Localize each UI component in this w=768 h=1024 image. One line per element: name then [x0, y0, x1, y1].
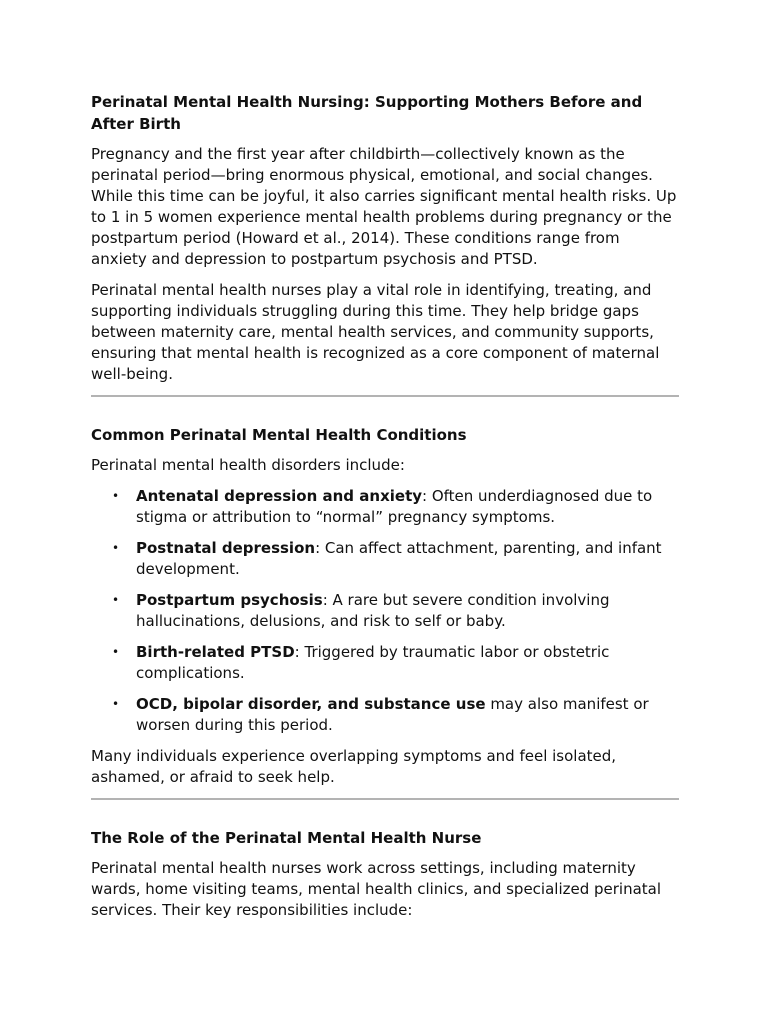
condition-term: Postnatal depression [136, 539, 316, 557]
condition-desc: : Can affect attachment, parenting, and infant development. [136, 539, 662, 578]
intro-paragraph-2: Perinatal mental health nurses play a vital role in identifying, treating, and supporting individuals struggling during this time. They help bridge gaps between maternity care, mental health services, and community supports, ensuring that mental health is recognized as a core component of maternal well-being. [91, 281, 660, 383]
condition-desc: : A rare but severe condition involving hallucinations, delusions, and risk to self or baby. [136, 591, 610, 630]
section-divider [91, 395, 679, 397]
bullet-icon: • [112, 541, 120, 555]
condition-desc: may also manifest or worsen during this period. [136, 695, 649, 734]
condition-desc: : Often underdiagnosed due to stigma or attribution to “normal” pregnancy symptoms. [136, 487, 653, 526]
role-paragraph-1: Perinatal mental health nurses work across settings, including maternity wards, home visiting teams, mental health clinics, and specialized perinatal services. Their key responsibilities include: [91, 859, 662, 919]
list-item [112, 486, 679, 528]
condition-term: Postpartum psychosis [136, 591, 323, 609]
conditions-lead: Perinatal mental health disorders include: [91, 456, 405, 474]
condition-term: Antenatal depression and anxiety [136, 487, 423, 505]
list-item [112, 590, 679, 632]
list-item [112, 538, 679, 580]
bullet-icon: • [112, 645, 120, 659]
conditions-heading: Common Perinatal Mental Health Conditions [91, 426, 467, 444]
list-item [112, 642, 679, 684]
condition-term: OCD, bipolar disorder, and substance use [136, 695, 486, 713]
list-item [112, 694, 679, 736]
intro-paragraph-1: Pregnancy and the first year after childbirth—collectively known as the perinatal period—bring enormous physical, emotional, and social changes. While this time can be joyful, it also carries significant mental health risks. Up to 1 in 5 women experience mental health problems during pregnancy or the postpartum period (Howard et al., 2014). These conditions range from anxiety and depression to postpartum psychosis and PTSD. [91, 145, 677, 268]
bullet-icon: • [112, 593, 120, 607]
conditions-list [91, 486, 679, 736]
bullet-icon: • [112, 489, 120, 503]
section-divider [91, 798, 679, 800]
condition-desc: : Triggered by traumatic labor or obstetric complications. [136, 643, 610, 682]
document-page [91, 91, 679, 931]
conditions-closing: Many individuals experience overlapping symptoms and feel isolated, ashamed, or afraid to seek help. [91, 747, 617, 786]
role-heading: The Role of the Perinatal Mental Health Nurse [91, 829, 482, 847]
document-title: Perinatal Mental Health Nursing: Supporting Mothers Before and After Birth [91, 93, 643, 133]
condition-term: Birth-related PTSD [136, 643, 295, 661]
bullet-icon: • [112, 697, 120, 711]
